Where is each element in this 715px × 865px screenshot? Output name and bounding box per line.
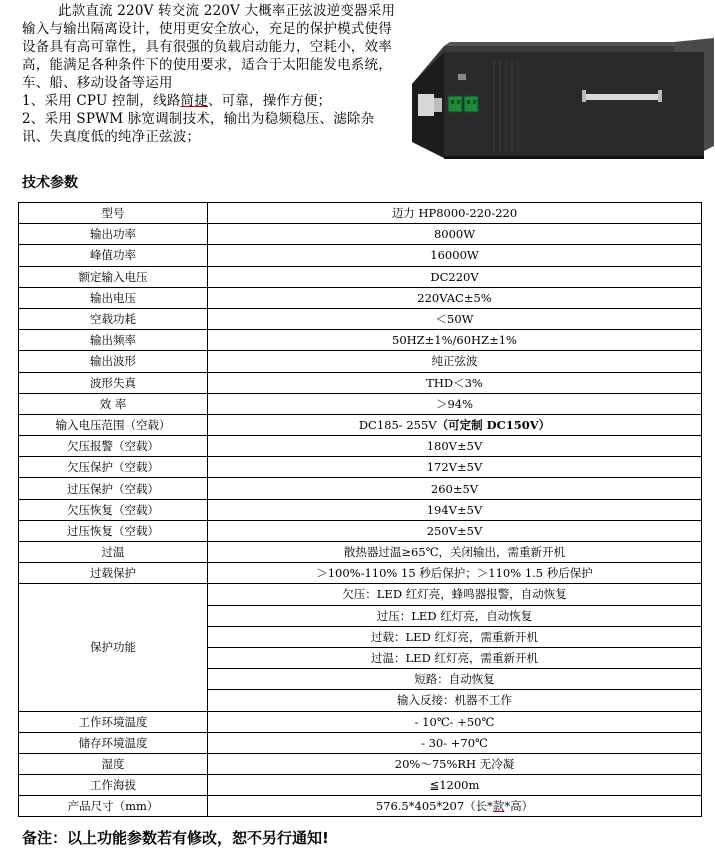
table-row: [19, 245, 702, 266]
feature-1-tail: 、可靠，操作方便；: [207, 93, 332, 109]
section-title: 技术参数: [22, 175, 78, 191]
row-label: 湿度: [19, 753, 208, 774]
row-value: 8000W: [208, 224, 702, 245]
intro-text: [22, 2, 400, 146]
row-label: 波形失真: [19, 372, 208, 393]
protection-item: 输入反接：机器不工作: [208, 690, 702, 711]
row-label: 型号: [19, 203, 208, 224]
table-row: [19, 732, 702, 753]
row-label: 输出频率: [19, 330, 208, 351]
row-value: 260±5V: [208, 478, 702, 499]
row-label: 额定输入电压: [19, 266, 208, 287]
row-label: 输出波形: [19, 351, 208, 372]
row-label: 过温: [19, 542, 208, 563]
table-row: [19, 287, 702, 308]
footer-note: 备注：以上功能参数若有修改，恕不另行通知!: [22, 829, 329, 847]
row-value: - 30- +70℃: [208, 732, 702, 753]
protection-item: 短路：自动恢复: [208, 669, 702, 690]
row-label: 输出电压: [19, 287, 208, 308]
row-label: 欠压保护（空载）: [19, 457, 208, 478]
table-row: [19, 393, 702, 414]
inverter-chassis-image: [404, 34, 714, 162]
row-label: 过压恢复（空载）: [19, 520, 208, 541]
row-label: 峰值功率: [19, 245, 208, 266]
table-row: [19, 563, 702, 584]
protection-item: 过温：LED 红灯亮，需重新开机: [208, 647, 702, 668]
row-value: 迈力 HP8000-220-220: [208, 203, 702, 224]
table-row: [19, 584, 702, 605]
row-label: 工作环境温度: [19, 711, 208, 732]
table-row: [19, 520, 702, 541]
row-value: ＞94%: [208, 393, 702, 414]
table-row: [19, 796, 702, 817]
row-value: [208, 414, 702, 435]
table-row: [19, 372, 702, 393]
table-row: [19, 266, 702, 287]
table-row: [19, 499, 702, 520]
row-label: 欠压恢复（空载）: [19, 499, 208, 520]
feature-1: [22, 92, 400, 110]
table-row: [19, 775, 702, 796]
row-value: ＜50W: [208, 308, 702, 329]
row-label: 工作海拔: [19, 775, 208, 796]
row-label: 输入电压范围（空载）: [19, 414, 208, 435]
table-row: [19, 414, 702, 435]
size-value-underlined: 款: [492, 799, 505, 814]
protection-item: 过载：LED 红灯亮，需重新开机: [208, 626, 702, 647]
table-row: [19, 308, 702, 329]
row-value: [208, 796, 702, 817]
protection-item: 过压：LED 红灯亮，自动恢复: [208, 605, 702, 626]
row-label: 效 率: [19, 393, 208, 414]
row-value: 散热器过温≥65℃，关闭输出，需重新开机: [208, 542, 702, 563]
feature-2: 2、采用 SPWM 脉宽调制技术，输出为稳频稳压、滤除杂讯、失真度低的纯净正弦波；: [22, 111, 375, 145]
table-row: [19, 457, 702, 478]
intro-paragraph: 此款直流 220V 转交流 220V 大概率正弦波逆变器采用输入与输出隔离设计，使用更安全放心，充足的保护模式使得设备具有高可靠性，具有很强的负载启动能力，空耗小，效率高，能满足各种条件下的使用要求，适合于太阳能发电系统，车、船、移动设备等运用: [22, 3, 396, 91]
table-row: [19, 753, 702, 774]
table-row: [19, 330, 702, 351]
table-row: [19, 542, 702, 563]
spec-table: [18, 202, 702, 817]
table-row: [19, 436, 702, 457]
row-label: 输出功率: [19, 224, 208, 245]
table-row: [19, 203, 702, 224]
size-value-tail: *高）: [504, 799, 534, 814]
protection-item: 欠压：LED 红灯亮，蜂鸣器报警，自动恢复: [208, 584, 702, 605]
row-value: 20%～75%RH 无冷凝: [208, 753, 702, 774]
row-value: 纯正弦波: [208, 351, 702, 372]
row-value: ＞100%-110% 15 秒后保护；＞110% 1.5 秒后保护: [208, 563, 702, 584]
row-label: 欠压报警（空载）: [19, 436, 208, 457]
table-row: [19, 351, 702, 372]
row-value: 250V±5V: [208, 520, 702, 541]
feature-1-text: 1、采用 CPU 控制，线路: [22, 93, 181, 109]
row-value: 172V±5V: [208, 457, 702, 478]
row-label: 产品尺寸（mm）: [19, 796, 208, 817]
row-value: 16000W: [208, 245, 702, 266]
row-value: 50HZ±1%/60HZ±1%: [208, 330, 702, 351]
feature-1-underlined: 简捷: [180, 93, 208, 109]
row-label: 储存环境温度: [19, 732, 208, 753]
input-range-custom: （可定制 DC150V）: [436, 417, 551, 432]
table-row: [19, 478, 702, 499]
row-value: 220VAC±5%: [208, 287, 702, 308]
size-value: 576.5*405*207（长*: [375, 799, 493, 814]
row-value: - 10℃- +50℃: [208, 711, 702, 732]
table-row: [19, 224, 702, 245]
protection-label: 保护功能: [19, 584, 208, 711]
input-range-value: DC185- 255V: [358, 417, 437, 432]
row-label: 空载功耗: [19, 308, 208, 329]
row-value: 194V±5V: [208, 499, 702, 520]
row-label: 过载保护: [19, 563, 208, 584]
row-value: 180V±5V: [208, 436, 702, 457]
row-value: DC220V: [208, 266, 702, 287]
table-row: [19, 711, 702, 732]
row-value: THD＜3%: [208, 372, 702, 393]
row-value: ≦1200m: [208, 775, 702, 796]
row-label: 过压保护（空载）: [19, 478, 208, 499]
